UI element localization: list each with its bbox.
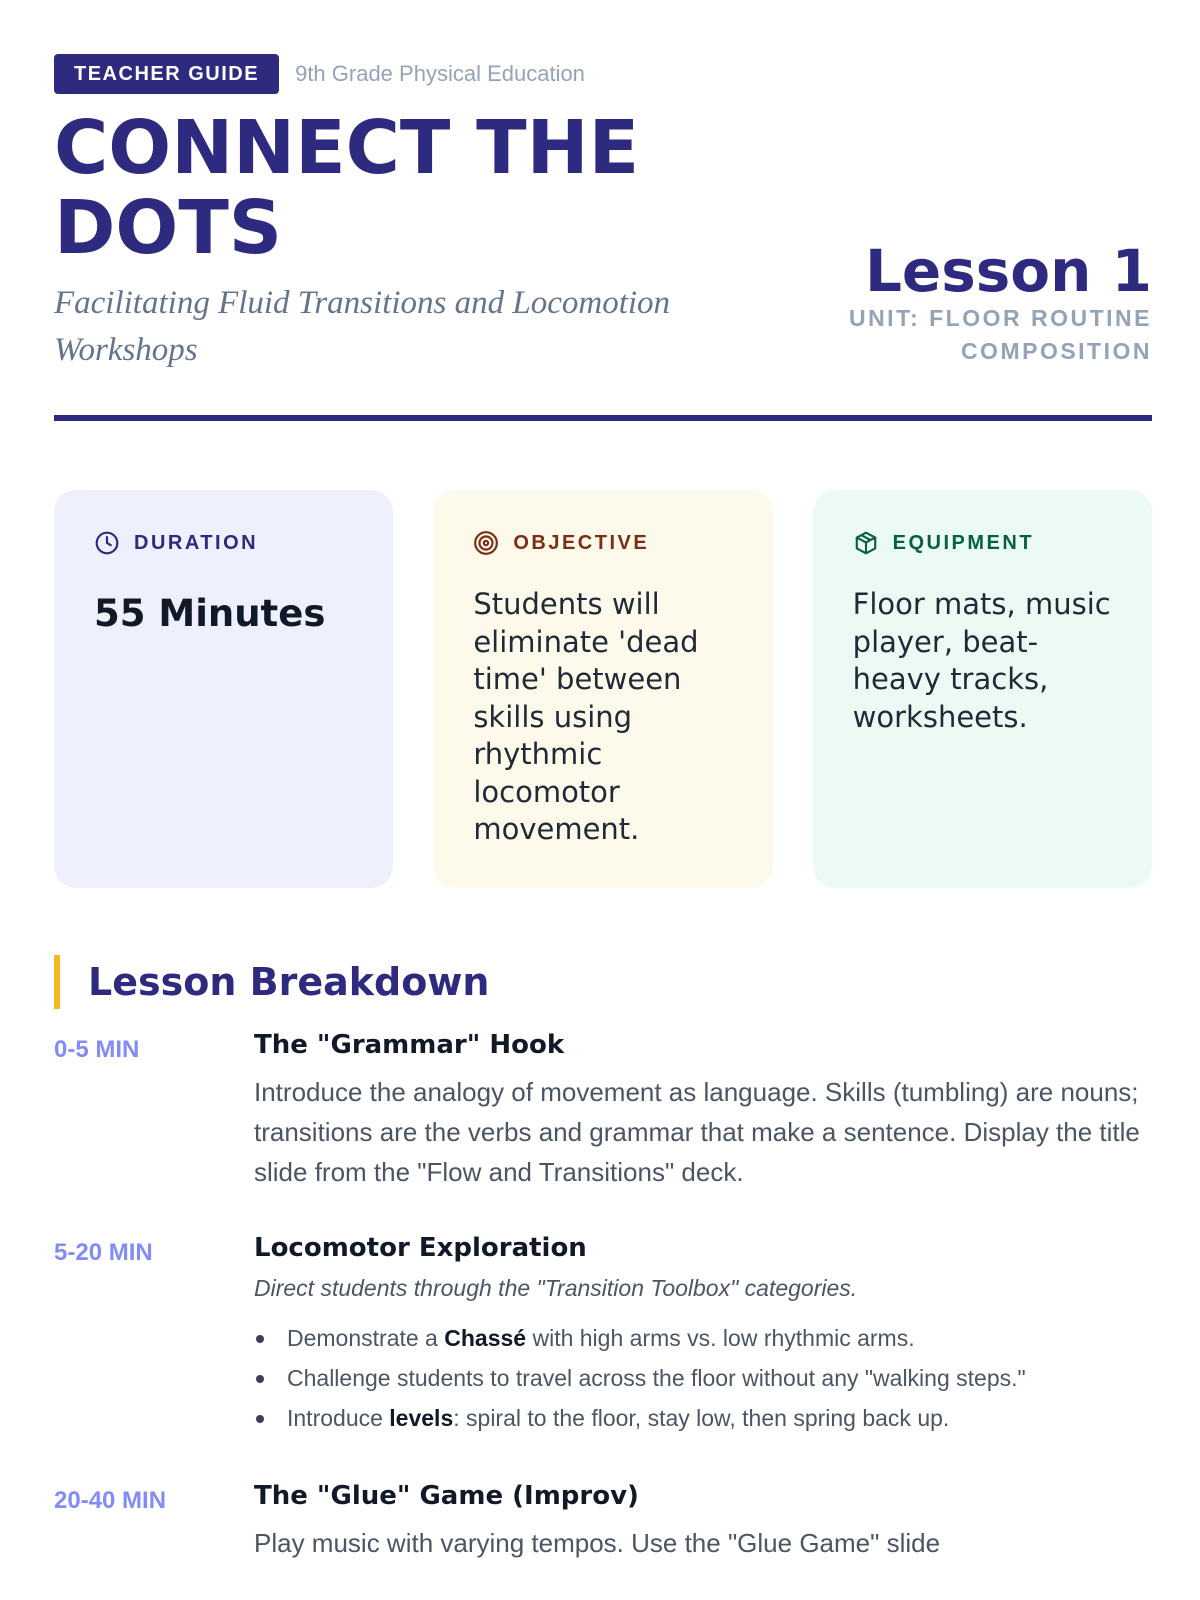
- page-subtitle: Facilitating Fluid Transitions and Locomotion Workshops: [54, 285, 671, 368]
- time-label: 20-40 MIN: [54, 1487, 167, 1514]
- breakdown-content: [254, 1481, 1152, 1563]
- box-icon: [853, 530, 879, 556]
- lesson-guide-page: [54, 0, 1152, 1600]
- time-label: 0-5 MIN: [54, 1036, 140, 1063]
- duration-value: 55 Minutes: [94, 592, 326, 635]
- equipment-value: Floor mats, music player, beat-heavy tracks, worksheets.: [852, 587, 1111, 734]
- target-icon: [473, 530, 499, 556]
- breakdown-description: Introduce the analogy of movement as language. Skills (tumbling) are nouns; transitions are the verbs and grammar that make a sentence. Display the title slide from the "Flow and Transitions" deck.: [254, 1077, 1140, 1187]
- clock-icon: [94, 530, 120, 556]
- bullet-item: Introduce levels: spiral to the floor, stay low, then spring back up.: [254, 1398, 1152, 1438]
- breakdown-title: The "Glue" Game (Improv): [254, 1481, 639, 1511]
- breakdown-title: The "Grammar" Hook: [254, 1030, 565, 1060]
- header-divider: [54, 415, 1152, 421]
- unit-label: UNIT: FLOOR ROUTINE COMPOSITION: [848, 305, 1152, 364]
- lesson-number: Lesson 1: [864, 237, 1152, 305]
- section-accent-bar: [54, 955, 60, 1009]
- equipment-card: [813, 490, 1152, 888]
- breakdown-description: Play music with varying tempos. Use the "Glue Game" slide: [254, 1528, 941, 1558]
- lesson-block: [792, 237, 1152, 368]
- breakdown-content: [254, 1030, 1152, 1192]
- objective-value: Students will eliminate 'dead time' between skills using rhythmic locomotor movement.: [473, 587, 699, 846]
- grade-label: 9th Grade Physical Education: [295, 61, 585, 86]
- objective-label-text: OBJECTIVE: [513, 531, 650, 554]
- duration-label: [94, 530, 353, 556]
- duration-card: [54, 490, 393, 888]
- bullet-item: Demonstrate a Chassé with high arms vs. low rhythmic arms.: [254, 1318, 1152, 1358]
- breakdown-title: Locomotor Exploration: [254, 1233, 587, 1263]
- info-cards: [54, 490, 1152, 888]
- page-title: CONNECT THE DOTS: [54, 105, 640, 271]
- header-top: [54, 54, 585, 94]
- section-title: Lesson Breakdown: [88, 960, 490, 1004]
- bullet-list: [254, 1318, 1152, 1438]
- breakdown-content: [254, 1233, 1152, 1438]
- breakdown-note: Direct students through the "Transition Toolbox" categories.: [254, 1275, 858, 1301]
- objective-label: [473, 530, 732, 556]
- equipment-label: [853, 530, 1112, 556]
- equipment-label-text: EQUIPMENT: [892, 531, 1035, 554]
- time-label: 5-20 MIN: [54, 1239, 153, 1266]
- lesson-breakdown-heading: [54, 955, 489, 1009]
- teacher-guide-badge: TEACHER GUIDE: [54, 54, 279, 94]
- objective-card: [433, 490, 772, 888]
- duration-label-text: DURATION: [134, 531, 259, 554]
- bullet-item: Challenge students to travel across the floor without any "walking steps.": [254, 1358, 1152, 1398]
